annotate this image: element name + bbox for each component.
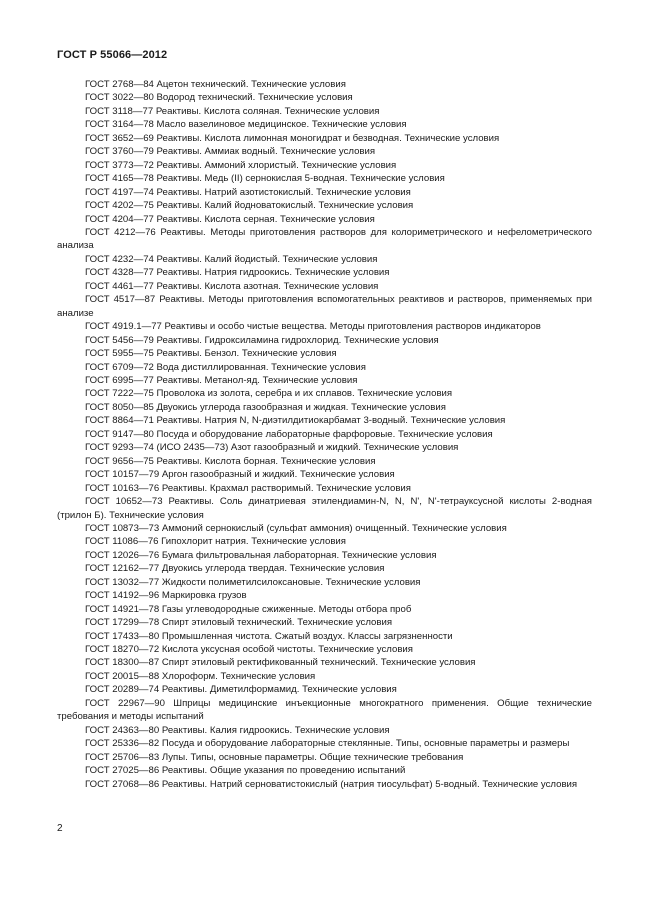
document-code: ГОСТ Р 55066—2012 [57, 49, 168, 61]
reference-item: ГОСТ 4517—87 Реактивы. Методы приготовления вспомогательных реактивов и растворов, применяемых при анализе [57, 294, 592, 319]
reference-item: ГОСТ 27025—86 Реактивы. Общие указания по проведению испытаний [85, 765, 406, 777]
reference-item: ГОСТ 5456—79 Реактивы. Гидроксиламина гидрохлорид. Технические условия [85, 334, 439, 346]
reference-item: ГОСТ 9147—80 Посуда и оборудование лабораторные фарфоровые. Технические условия [85, 428, 493, 440]
reference-item: ГОСТ 4165—78 Реактивы. Медь (II) сернокислая 5-водная. Технические условия [85, 173, 445, 185]
reference-item: ГОСТ 20015—88 Хлороформ. Технические условия [85, 670, 316, 682]
reference-item: ГОСТ 4328—77 Реактивы. Натрия гидроокись. Технические условия [85, 267, 390, 279]
reference-item: ГОСТ 17433—80 Промышленная чистота. Сжатый воздух. Классы загрязненности [85, 630, 453, 642]
reference-item: ГОСТ 7222—75 Проволока из золота, серебра и их сплавов. Технические условия [85, 388, 453, 400]
reference-item: ГОСТ 3773—72 Реактивы. Аммоний хлористый. Технические условия [85, 159, 397, 171]
reference-item: ГОСТ 22967—90 Шприцы медицинские инъекционные многократного применения. Общие технические требования и методы испытаний [57, 697, 592, 723]
reference-item: ГОСТ 3118—77 Реактивы. Кислота соляная. Технические условия [85, 105, 380, 117]
reference-item: ГОСТ 3022—80 Водород технический. Технические условия [85, 92, 353, 104]
reference-item: ГОСТ 10157—79 Аргон газообразный и жидкий. Технические условия [85, 469, 395, 481]
reference-item: ГОСТ 9656—75 Реактивы. Кислота борная. Технические условия [85, 455, 376, 467]
reference-item: ГОСТ 4212—76 Реактивы. Методы приготовления растворов для колориметрического и нефелометрического анализа [57, 226, 592, 252]
reference-item: ГОСТ 4197—74 Реактивы. Натрий азотистокислый. Технические условия [85, 186, 411, 198]
reference-item: ГОСТ 12026—76 Бумага фильтровальная лабораторная. Технические условия [85, 549, 437, 561]
reference-item: ГОСТ 2768—84 Ацетон технический. Технические условия [85, 79, 346, 90]
page-number: 2 [57, 823, 63, 834]
reference-item: ГОСТ 14921—78 Газы углеводородные сжиженные. Методы отбора проб [85, 603, 412, 615]
reference-item: ГОСТ 9293—74 (ИСО 2435—73) Азот газообразный и жидкий. Технические условия [85, 442, 459, 454]
reference-item: ГОСТ 4461—77 Реактивы. Кислота азотная. Технические условия [85, 280, 379, 292]
reference-item: ГОСТ 17299—78 Спирт этиловый технический. Технические условия [85, 617, 393, 629]
reference-item: ГОСТ 25336—82 Посуда и оборудование лабораторные стеклянные. Типы, основные параметры и размеры [85, 738, 570, 750]
reference-item: ГОСТ 3164—78 Масло вазелиновое медицинское. Технические условия [85, 119, 407, 131]
reference-item: ГОСТ 10163—76 Реактивы. Крахмал растворимый. Технические условия [85, 482, 411, 494]
reference-item: ГОСТ 8864—71 Реактивы. Натрия N, N-диэтилдитиокарбамат 3-водный. Технические условия [85, 415, 506, 427]
reference-item: ГОСТ 3760—79 Реактивы. Аммиак водный. Технические условия [85, 146, 376, 158]
reference-item: ГОСТ 18270—72 Кислота уксусная особой чистоты. Технические условия [85, 644, 413, 656]
normative-references-list [57, 78, 592, 791]
reference-item: ГОСТ 11086—76 Гипохлорит натрия. Технические условия [85, 536, 346, 548]
reference-item: ГОСТ 3652—69 Реактивы. Кислота лимонная моногидрат и безводная. Технические условия [85, 132, 500, 144]
reference-item: ГОСТ 4919.1—77 Реактивы и особо чистые вещества. Методы приготовления растворов индикаторов [85, 321, 541, 333]
reference-item: ГОСТ 12162—77 Двуокись углерода твердая. Технические условия [85, 563, 385, 575]
reference-item: ГОСТ 4202—75 Реактивы. Калий йодноватокислый. Технические условия [85, 200, 414, 212]
reference-item: ГОСТ 20289—74 Реактивы. Диметилформамид. Технические условия [85, 684, 397, 696]
reference-item: ГОСТ 5955—75 Реактивы. Бензол. Технические условия [85, 348, 337, 360]
reference-item: ГОСТ 13032—77 Жидкости полиметилсилоксановые. Технические условия [85, 576, 421, 588]
reference-item: ГОСТ 14192—96 Маркировка грузов [85, 590, 247, 602]
reference-item: ГОСТ 25706—83 Лупы. Типы, основные параметры. Общие технические требования [85, 751, 464, 763]
reference-item: ГОСТ 6995—77 Реактивы. Метанол-яд. Технические условия [85, 374, 358, 386]
reference-item: ГОСТ 8050—85 Двуокись углерода газообразная и жидкая. Технические условия [85, 401, 446, 413]
reference-item: ГОСТ 24363—80 Реактивы. Калия гидроокись. Технические условия [85, 724, 390, 736]
reference-item: ГОСТ 18300—87 Спирт этиловый ректификованный технический. Технические условия [85, 657, 476, 669]
reference-item: ГОСТ 27068—86 Реактивы. Натрий серноватистокислый (натрия тиосульфат) 5-водный. Технические условия [85, 778, 578, 790]
reference-item: ГОСТ 10873—73 Аммоний сернокислый (сульфат аммония) очищенный. Технические условия [85, 522, 507, 534]
reference-item: ГОСТ 4204—77 Реактивы. Кислота серная. Технические условия [85, 213, 375, 225]
reference-item: ГОСТ 4232—74 Реактивы. Калий йодистый. Технические условия [85, 253, 378, 265]
reference-item: ГОСТ 10652—73 Реактивы. Соль динатриевая этилендиамин-N, N, N', N'-тетрауксусной кислоты 2-водная (трилон Б). Технические условия [57, 496, 592, 521]
reference-item: ГОСТ 6709—72 Вода дистиллированная. Технические условия [85, 361, 366, 373]
